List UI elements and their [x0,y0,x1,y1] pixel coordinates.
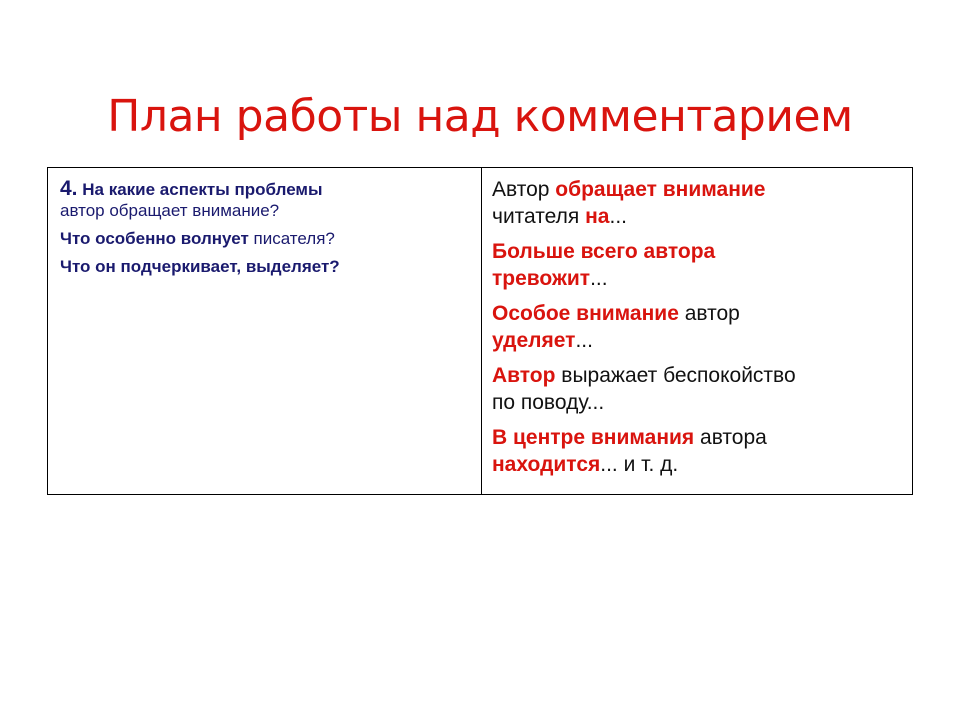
question-3 [60,256,471,277]
phrase-5-highlight-2: находится [492,453,601,476]
slide-title: План работы над комментарием [107,91,853,143]
phrase-5 [492,424,902,478]
phrase-3 [492,300,902,354]
phrase-1-ellipsis: ... [609,205,627,228]
phrase-2 [492,238,902,292]
item-number: 4. [60,177,78,200]
plan-table [47,167,913,495]
phrase-5-text: автора [694,426,767,449]
question-2-rest: писателя? [248,229,335,248]
phrase-1 [492,176,902,230]
question-1-bold: На какие аспекты проблемы [77,180,323,199]
phrase-3-highlight: Особое внимание [492,302,679,325]
question-3-bold: Что он подчеркивает, выделяет? [60,257,340,276]
phrase-5-text-2: ... и т. д. [600,453,679,476]
phrase-5-highlight: В центре внимания [492,426,695,449]
phrase-3-text: автор [678,302,740,325]
question-2-bold: Что особенно волнует [60,229,249,248]
question-1 [60,178,471,221]
phrase-4-highlight: Автор [492,364,556,387]
phrase-2-ellipsis: ... [590,267,608,290]
phrase-4 [492,362,902,416]
phrase-3-ellipsis: ... [575,329,593,352]
phrase-2-highlight-2: тревожит [492,267,591,290]
phrase-1-text: Автор [492,178,556,201]
phrases-cell [482,168,912,494]
phrase-1-highlight-2: на [585,205,610,228]
phrase-1-highlight: обращает внимание [555,178,766,201]
phrase-2-highlight: Больше всего автора [492,240,716,263]
questions-cell [48,168,482,494]
question-1-rest: автор обращает внимание? [60,201,280,220]
phrase-4-text: выражает беспокойство [555,364,796,387]
question-2 [60,228,471,249]
phrase-3-highlight-2: уделяет [492,329,576,352]
phrase-1-text-2: читателя [492,205,586,228]
phrase-4-text-2: по поводу... [492,391,605,414]
